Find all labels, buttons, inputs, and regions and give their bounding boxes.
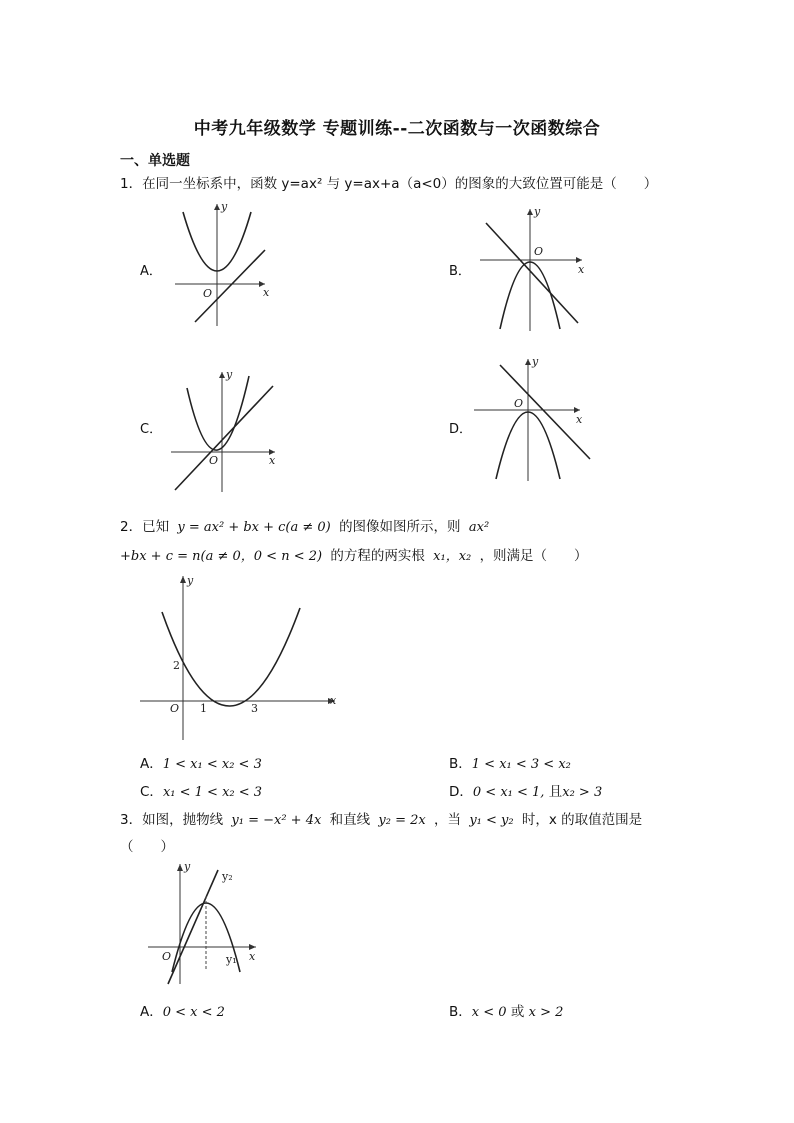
question-1-text: 1．在同一坐标系中，函数 y=ax² 与 y=ax+a（a<0）的图象的大致位置可能是（ ） (120, 176, 658, 192)
q2-roots: x₁，x₂ (433, 549, 472, 564)
x-label: x (576, 413, 583, 426)
q3-option-a[interactable] (140, 1000, 225, 1020)
q3-graph[interactable] (148, 860, 266, 988)
question-3-paren: （ ） (120, 839, 174, 855)
option-b-prefix: B． (449, 1004, 472, 1020)
question-3-line-1 (120, 808, 642, 828)
y-label: y (532, 355, 539, 368)
y1-label: y₁ (226, 953, 237, 966)
origin-label: O (170, 702, 180, 715)
q3-condition: y₁ < y₂ (469, 813, 514, 828)
option-b-conj: 或 (510, 1004, 525, 1020)
option-d-conj: 且 (548, 784, 563, 800)
y-label: y (226, 368, 233, 381)
q1-option-b-label[interactable]: B． (449, 264, 471, 279)
y-label: y (184, 860, 191, 873)
option-b-prefix: B． (449, 756, 472, 772)
q2-graph[interactable] (140, 572, 345, 744)
q2-function-formula: y = ax² + bx + c(a ≠ 0) (177, 520, 331, 535)
tick-label-3: 3 (251, 702, 258, 715)
q1-option-d-label[interactable]: D． (449, 422, 473, 437)
x-label: x (269, 454, 276, 467)
q2-middle-text: 的图像如图所示，则 (339, 519, 461, 535)
origin-label: O (162, 950, 172, 963)
origin-label: O (534, 245, 544, 258)
parabola (187, 376, 249, 450)
option-a-prefix: A． (140, 756, 163, 772)
q2-tail-text: ，则满足（ ） (479, 548, 588, 564)
x-label: x (330, 694, 337, 707)
option-b-text: 1 < x₁ < 3 < x₂ (471, 757, 571, 772)
page-title: 中考九年级数学 专题训练--二次函数与一次函数综合 (193, 119, 601, 139)
x-label: x (249, 950, 256, 963)
origin-label: O (514, 397, 524, 410)
q1-option-a-label[interactable]: A． (140, 264, 162, 279)
q3-tail: 时，x 的取值范围是 (521, 812, 643, 828)
y-axis-arrow-icon (180, 576, 186, 583)
q1-option-c-label[interactable]: C． (140, 422, 163, 437)
tick-label-1: 1 (200, 702, 207, 715)
option-a-text: 0 < x < 2 (162, 1005, 225, 1020)
x-label: x (263, 286, 270, 299)
y-axis-arrow-icon (219, 372, 225, 378)
q2-option-c[interactable] (140, 780, 262, 800)
option-d-text-1: 0 < x₁ < 1, (472, 785, 545, 800)
q1-graph-b[interactable] (474, 205, 594, 335)
option-c-prefix: C． (140, 784, 163, 800)
q2-line-end-formula: ax² (468, 520, 490, 535)
option-c-text: x₁ < 1 < x₂ < 3 (162, 785, 263, 800)
option-a-text: 1 < x₁ < x₂ < 3 (162, 757, 262, 772)
q2-equation-formula: +bx + c = n(a ≠ 0，0 < n < 2) (120, 549, 323, 564)
q2-option-a[interactable] (140, 752, 262, 772)
q3-line-formula: y₂ = 2x (378, 813, 426, 828)
option-b-text-1: x < 0 (471, 1005, 507, 1020)
y-label: y (187, 574, 194, 587)
line (500, 365, 590, 459)
q3-lead: 3．如图，抛物线 (120, 812, 224, 828)
q2-mid-text: 的方程的两实根 (330, 548, 425, 564)
q3-option-b[interactable] (449, 1000, 563, 1020)
option-a-prefix: A． (140, 1004, 163, 1020)
section-heading: 一、单选题 (120, 153, 190, 169)
option-d-text-2: x₂ > 3 (562, 785, 603, 800)
origin-label: O (203, 287, 213, 300)
y-label: y (221, 200, 228, 213)
q3-and: 和直线 (329, 812, 371, 828)
q2-option-d[interactable] (449, 780, 602, 800)
line-y2 (168, 870, 218, 984)
q3-parabola-formula: y₁ = −x² + 4x (231, 813, 322, 828)
y2-label: y₂ (222, 870, 233, 883)
origin-label: O (209, 454, 219, 467)
option-b-text-2: x > 2 (528, 1005, 564, 1020)
q2-lead: 2．已知 (120, 519, 170, 535)
question-2-line-1 (120, 515, 489, 535)
y-axis-arrow-icon (525, 359, 531, 365)
line (486, 223, 578, 323)
y-label: y (534, 205, 541, 218)
q2-option-b[interactable] (449, 752, 571, 772)
y-axis-arrow-icon (177, 864, 183, 871)
q1-graph-d[interactable] (474, 355, 594, 485)
q3-when: ，当 (434, 812, 462, 828)
tick-label-2: 2 (173, 659, 180, 672)
y-axis-arrow-icon (527, 209, 533, 215)
q1-graph-a[interactable] (165, 200, 285, 330)
question-2-line-2 (120, 544, 588, 564)
option-d-prefix: D． (449, 784, 473, 800)
line (195, 250, 265, 322)
q1-graph-c[interactable] (165, 368, 285, 498)
x-label: x (578, 263, 585, 276)
y-axis-arrow-icon (214, 204, 220, 210)
